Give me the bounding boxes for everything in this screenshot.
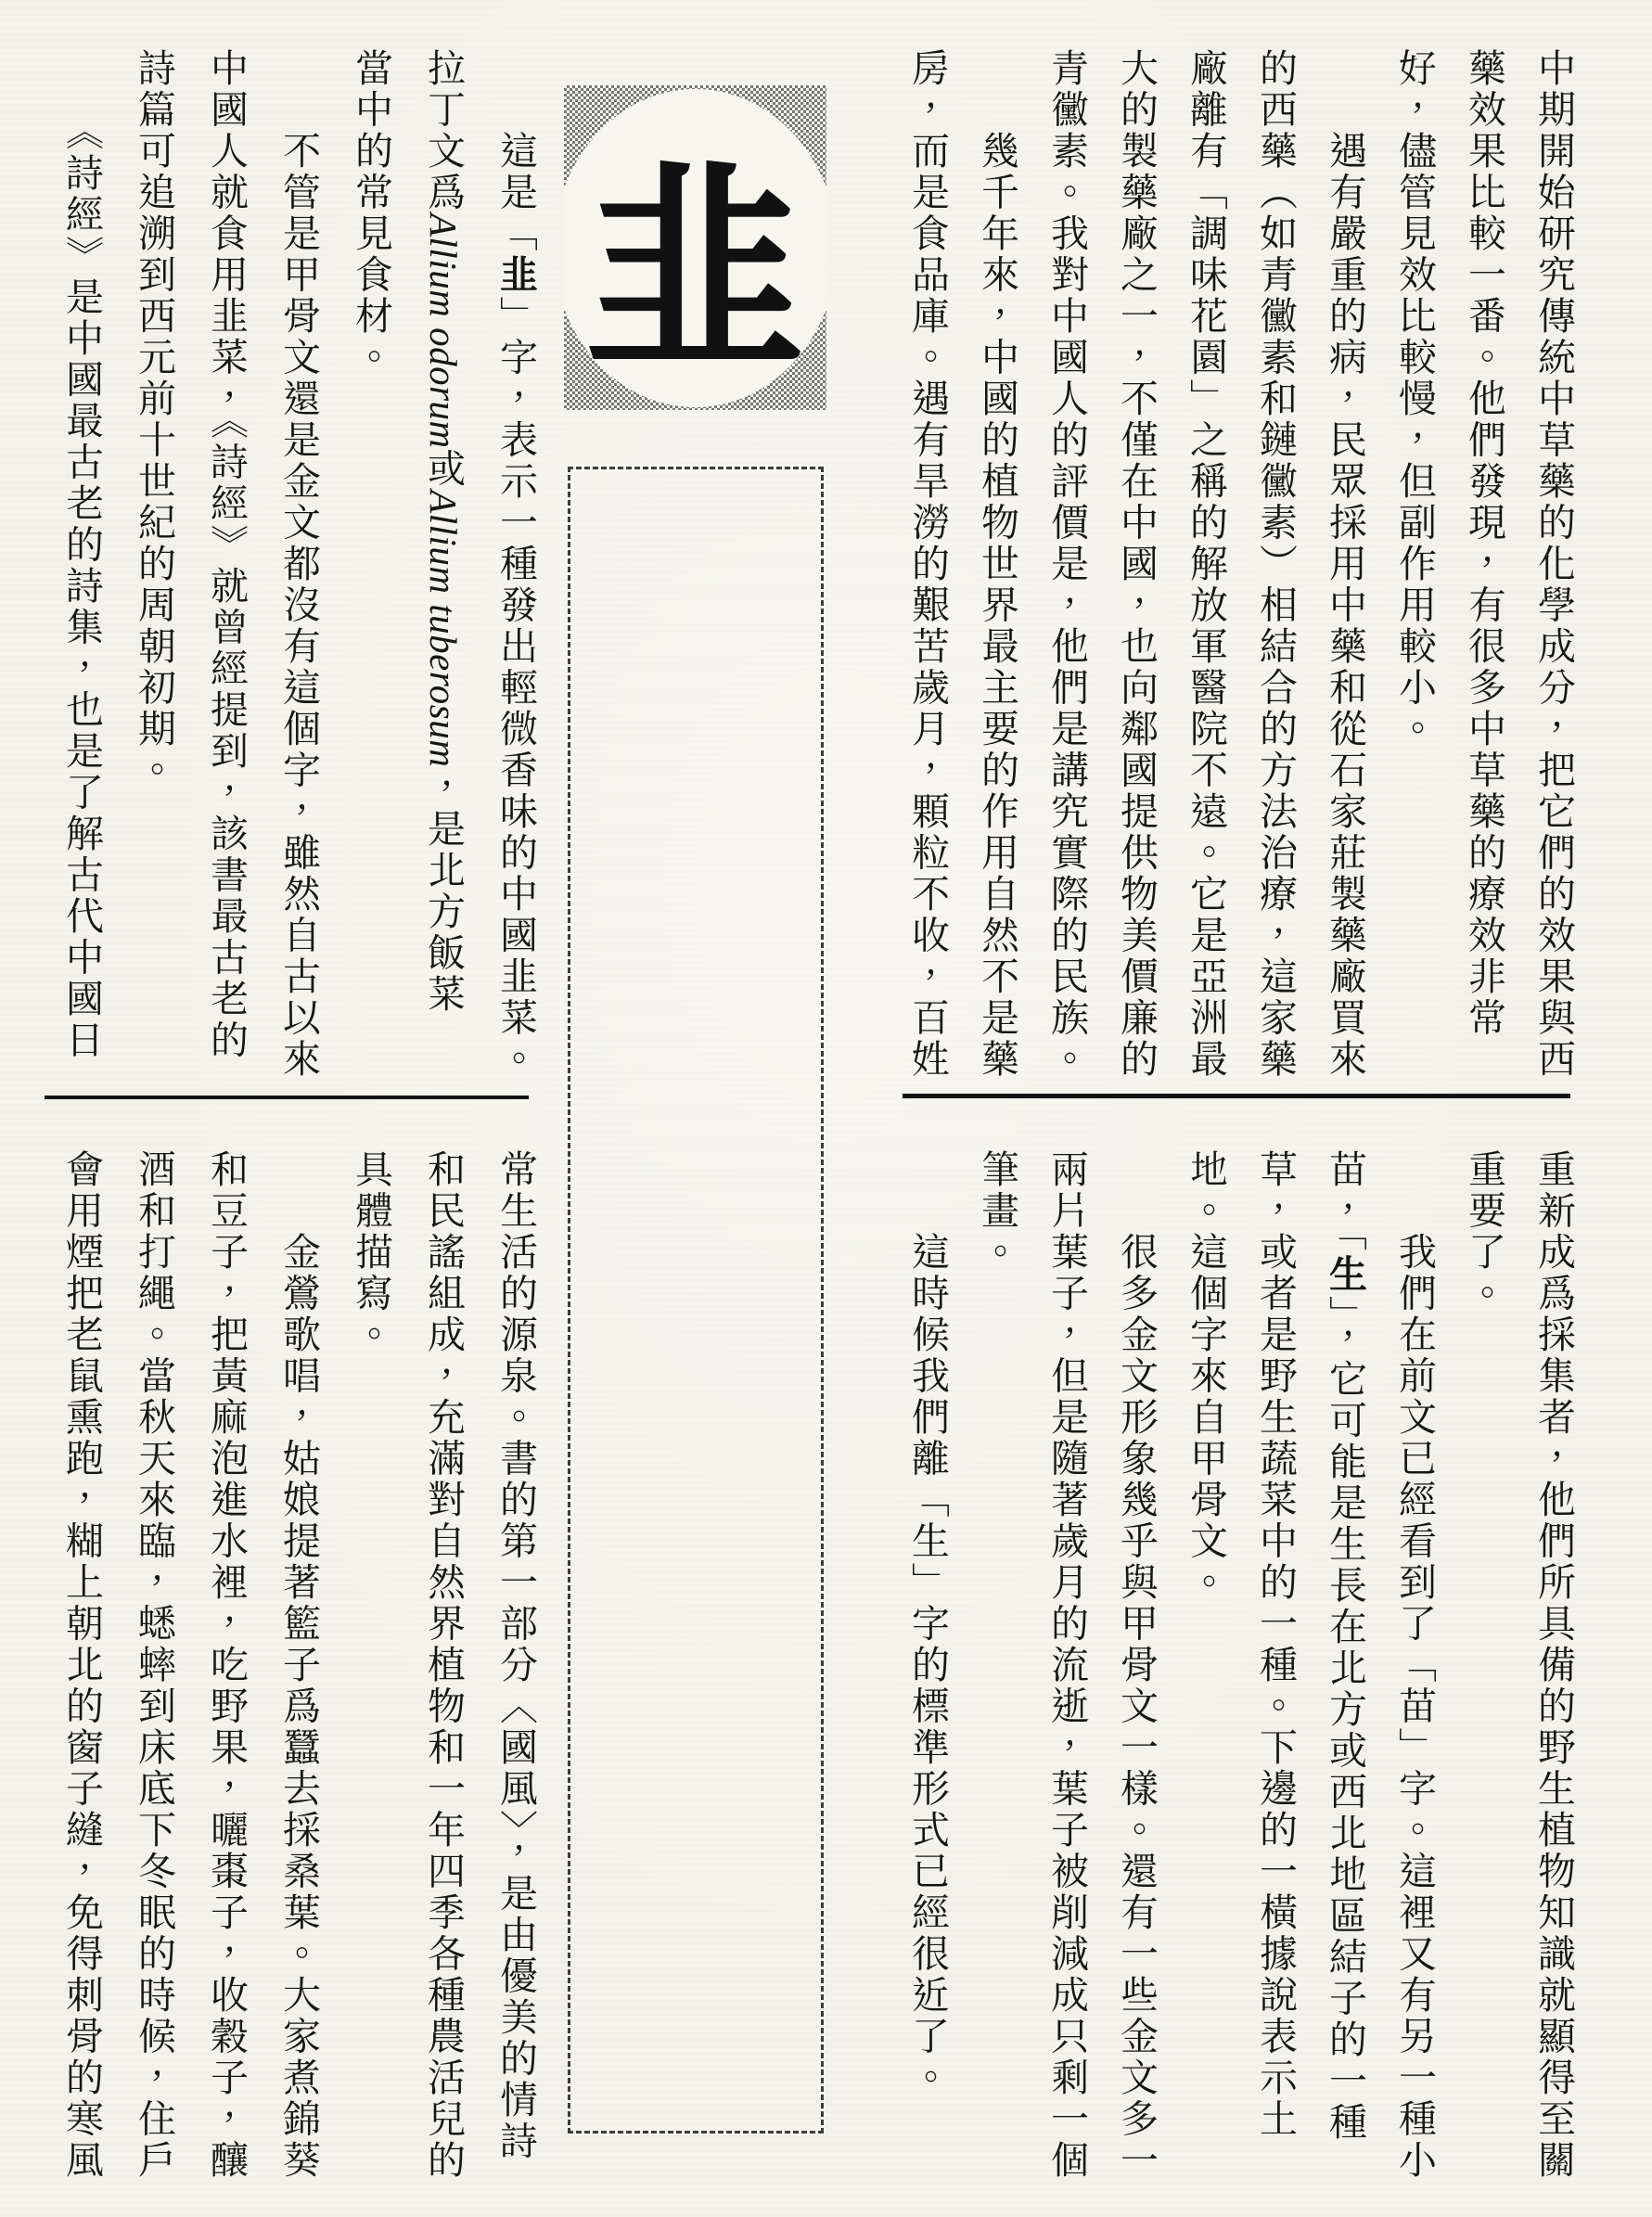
top-right-text-block xyxy=(892,48,1588,1083)
text-column: 酒和打繩。當秋天來臨，蟋蟀到床底下冬眠的時候，住戶 xyxy=(133,1149,175,2182)
text-column: 金鶯歌唱，姑娘提著籃子爲蠶去採桑葉。大家煮錦葵 xyxy=(277,1149,320,2182)
text-run: 或 xyxy=(422,448,465,491)
text-column: 房，而是食品庫。遇有旱澇的艱苦歲月，顆粒不收，百姓 xyxy=(906,48,949,1081)
section-divider-left xyxy=(45,1096,529,1099)
text-column xyxy=(480,48,552,1083)
text-column: 不管是甲骨文還是金文都沒有這個字，雖然自古以來 xyxy=(277,48,320,1081)
text-column xyxy=(1310,1149,1379,2202)
section-divider-right xyxy=(903,1094,1570,1098)
text-column: 《詩經》是中國最古老的詩集，也是了解古代中國日 xyxy=(60,48,103,1061)
text-column: 筆畫。 xyxy=(976,1149,1018,1274)
text-column: 這時候我們離「生」字的標準形式已經很近了。 xyxy=(906,1149,949,2099)
bold-sheng-character: 生 xyxy=(1324,1254,1366,1296)
text-column: 詩篇可追溯到西元前十世紀的周朝初期。 xyxy=(133,48,175,791)
text-column: 大的製藥廠之一，不僅在中國，也向鄰國提供物美價廉的 xyxy=(1115,48,1158,1081)
text-column: 的西藥（如青黴素和鏈黴素）相結合的方法治療，這家藥 xyxy=(1254,48,1297,1081)
text-column: 中國人就食用韭菜，《詩經》就曾經提到，該書最古老的 xyxy=(205,48,248,1061)
text-column: 青黴素。我對中國人的評價是，他們是講究實際的民族。 xyxy=(1045,48,1088,1081)
text-run: 拉丁文爲 xyxy=(422,48,465,213)
text-column: 重新成爲採集者，他們所具備的野生植物知識就顯得至關 xyxy=(1532,1149,1575,2182)
text-column: 重要了。 xyxy=(1463,1149,1505,1314)
text-column: 兩片葉子，但是隨著歲月的流逝，葉子被削減成只剩一個 xyxy=(1045,1149,1088,2182)
text-run: ，是北方飯菜 xyxy=(422,767,465,1016)
text-column xyxy=(407,48,480,1083)
bold-jiu-character: 韭 xyxy=(494,254,537,296)
text-column: 和豆子，把黃麻泡進水裡，吃野果，曬棗子，收穀子，釀 xyxy=(205,1149,248,2182)
text-column: 好，儘管見效比較慢，但副作用較小。 xyxy=(1393,48,1436,750)
text-column: 具體描寫。 xyxy=(350,1149,392,1356)
chive-glyph-panel xyxy=(564,85,826,410)
text-column: 會用煙把老鼠熏跑，糊上朝北的窗子縫，免得刺骨的寒風 xyxy=(60,1149,103,2182)
text-column: 遇有嚴重的病，民眾採用中藥和從石家莊製藥廠買來 xyxy=(1324,48,1366,1081)
top-left-text-block xyxy=(43,48,552,1083)
text-column: 廠離有「調味花園」之稱的解放軍醫院不遠。它是亞洲最 xyxy=(1185,48,1227,1081)
text-run: 這是「 xyxy=(494,48,537,255)
text-column: 很多金文形象幾乎與甲骨文一樣。還有一些金文多一 xyxy=(1115,1149,1158,2182)
text-column: 常生活的源泉。書的第一部分〈國風〉，是由優美的情詩 xyxy=(494,1149,537,2162)
text-column: 地。這個字來自甲骨文。 xyxy=(1185,1149,1227,1604)
latin-botanical-name: Allium odorum xyxy=(422,213,465,449)
text-column: 中期開始研究傳統中草藥的化學成分，把它們的效果與西 xyxy=(1532,48,1575,1081)
text-run: 苗，「 xyxy=(1324,1149,1366,1254)
latin-botanical-name: Allium tuberosum xyxy=(422,490,465,768)
empty-dashed-figure-box xyxy=(568,467,824,2134)
jiu-character-glyph: 韭 xyxy=(584,152,806,396)
text-column: 我們在前文已經看到了「苗」字。這裡又有另一種小 xyxy=(1393,1149,1436,2182)
bottom-left-text-block xyxy=(43,1149,552,2202)
text-column: 當中的常見食材。 xyxy=(350,48,392,378)
text-column: 藥效果比較一番。他們發現，有很多中草藥的療效非常 xyxy=(1463,48,1505,1039)
text-column: 草，或者是野生蔬菜中的一種。下邊的一橫據說表示土 xyxy=(1254,1149,1297,2140)
bottom-right-text-block xyxy=(892,1149,1588,2202)
text-column: 幾千年來，中國的植物世界最主要的作用自然不是藥 xyxy=(976,48,1018,1081)
text-column: 和民謠組成，充滿對自然界植物和一年四季各種農活兒的 xyxy=(422,1149,465,2182)
text-run: 」，它可能是生長在北方或西北地區結子的一種 xyxy=(1324,1295,1366,2144)
text-run: 」字，表示一種發出輕微香味的中國韭菜。 xyxy=(494,296,537,1081)
